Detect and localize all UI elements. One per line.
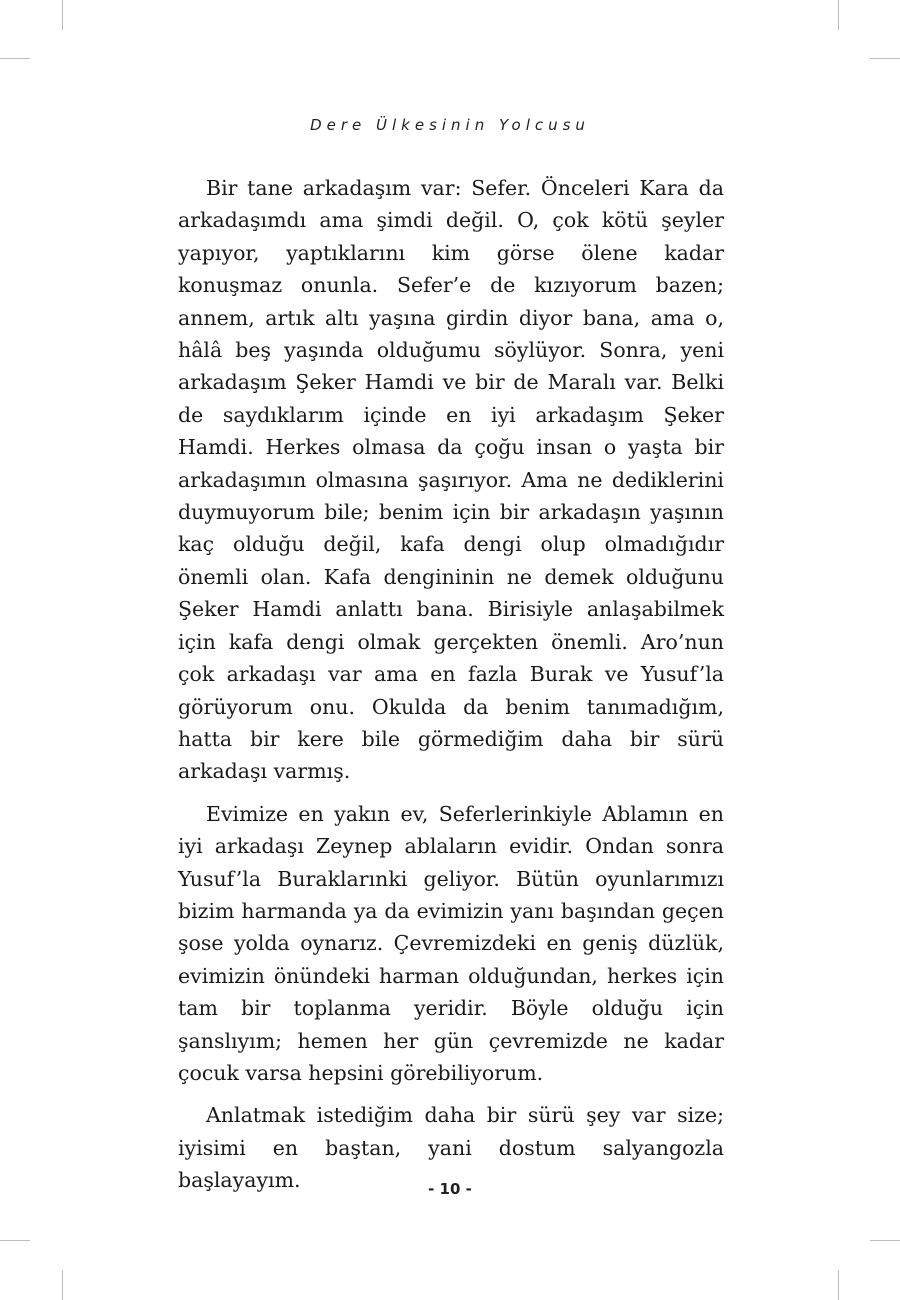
crop-mark xyxy=(838,0,839,30)
crop-mark xyxy=(62,0,63,30)
body-text xyxy=(178,172,724,1207)
paragraph: Evimize en yakın ev, Seferlerinkiyle Ablamın en iyi arkadaşı Zeynep ablaların evidir. Ondan sonra Yusuf’la Buraklarınki geliyor. Bütün oyunlarımızı bizim harmanda ya da evimizin yanı başından geçen şose yolda oynarız. Çevremizdeki en geniş düzlük, evimizin önündeki harman olduğundan, herkes için tam bir toplanma yeridir. Böyle olduğu için şanslıyım; hemen her gün çevremizde ne kadar çocuk varsa hepsini görebiliyorum. xyxy=(178,801,724,1085)
crop-mark xyxy=(0,58,30,59)
running-head: Dere Ülkesinin Yolcusu xyxy=(310,116,590,134)
crop-mark xyxy=(0,1240,30,1241)
crop-mark xyxy=(62,1270,63,1300)
paragraph: Anlatmak istediğim daha bir sürü şey var size; iyisimi en baştan, yani dostum salyangozla başlayayım. xyxy=(178,1103,724,1193)
paragraph: Bir tane arkadaşım var: Sefer. Önceleri Kara da arkadaşımdı ama şimdi değil. O, çok kötü şeyler yapıyor, yaptıklarını kim görse ölene kadar konuşmaz onunla. Sefer’e de kızıyorum bazen; annem, artık altı yaşına girdin diyor bana, ama o, hâlâ beş yaşında olduğumu söylüyor. Sonra, yeni arkadaşım Şeker Hamdi ve bir de Maralı var. Belki de saydıklarım içinde en iyi arkadaşım Şeker Hamdi. Herkes olmasa da çoğu insan o yaşta bir arkadaşımın olmasına şaşırıyor. Ama ne dediklerini duymuyorum bile; benim için bir arkadaşın yaşının kaç olduğu değil, kafa dengi olup olmadığıdır önemli olan. Kafa dengininin ne demek olduğunu Şeker Hamdi anlattı bana. Birisiyle anlaşabilmek için kafa dengi olmak gerçekten önemli. Aro’nun çok arkadaşı var ama en fazla Burak ve Yusuf’la görüyorum onu. Okulda da benim tanımadığım, hatta bir kere bile görmediğim daha bir sürü arkadaşı varmış. xyxy=(178,176,724,784)
page-number: - 10 - xyxy=(428,1180,472,1198)
crop-mark xyxy=(838,1270,839,1300)
crop-mark xyxy=(870,1240,900,1241)
crop-mark xyxy=(870,58,900,59)
